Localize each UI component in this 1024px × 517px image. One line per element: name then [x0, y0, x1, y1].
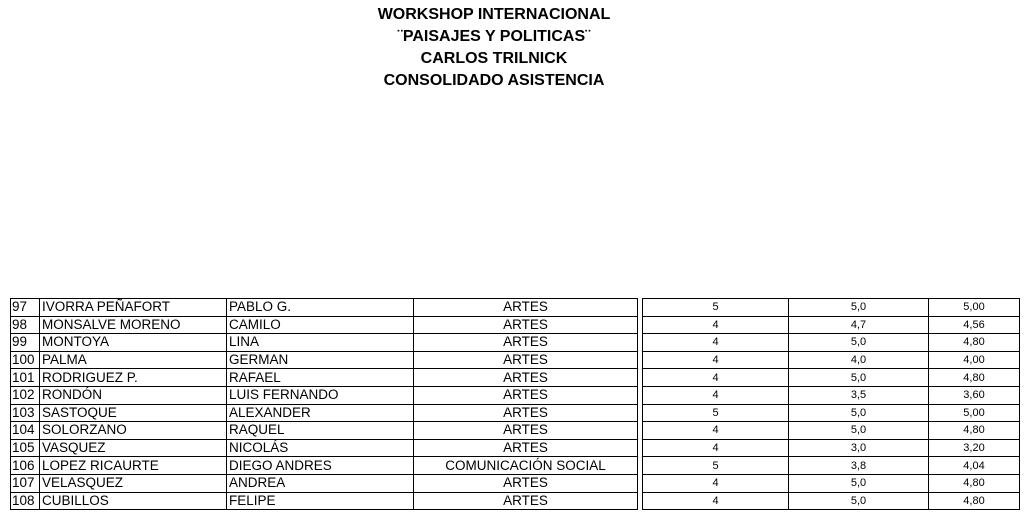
program-cell: ARTES: [414, 404, 638, 422]
attendance-count-cell: 4: [643, 334, 789, 352]
row-number: 106: [11, 457, 40, 475]
surname-cell: RONDÓN: [40, 386, 227, 404]
surname-cell: IVORRA PEÑAFORT: [40, 299, 227, 317]
row-number: 104: [11, 422, 40, 440]
grade-cell: 3,8: [789, 457, 929, 475]
program-cell: ARTES: [414, 351, 638, 369]
grade-cell: 5,0: [789, 474, 929, 492]
grade-cell: 5,0: [789, 492, 929, 510]
first-name-cell: PABLO G.: [227, 299, 414, 317]
final-score-cell: 5,00: [929, 404, 1020, 422]
row-number: 102: [11, 386, 40, 404]
surname-cell: SASTOQUE: [40, 404, 227, 422]
final-score-cell: 4,56: [929, 316, 1020, 334]
final-score-cell: 4,80: [929, 474, 1020, 492]
row-number: 108: [11, 492, 40, 510]
attendance-count-cell: 4: [643, 386, 789, 404]
row-number: 101: [11, 369, 40, 387]
table-row: [11, 334, 1020, 352]
attendance-count-cell: 4: [643, 369, 789, 387]
attendance-count-cell: 4: [643, 351, 789, 369]
grade-cell: 5,0: [789, 422, 929, 440]
first-name-cell: RAQUEL: [227, 422, 414, 440]
table-row: [11, 492, 1020, 510]
table-row: [11, 351, 1020, 369]
final-score-cell: 5,00: [929, 299, 1020, 317]
table-row: [11, 386, 1020, 404]
attendance-count-cell: 4: [643, 422, 789, 440]
first-name-cell: DIEGO ANDRES: [227, 457, 414, 475]
final-score-cell: 4,80: [929, 369, 1020, 387]
attendance-count-cell: 5: [643, 404, 789, 422]
table-row: [11, 404, 1020, 422]
attendance-count-cell: 5: [643, 299, 789, 317]
title-line-3: CARLOS TRILNICK: [420, 50, 568, 67]
row-number: 105: [11, 439, 40, 457]
final-score-cell: 3,20: [929, 439, 1020, 457]
surname-cell: LOPEZ RICAURTE: [40, 457, 227, 475]
surname-cell: PALMA: [40, 351, 227, 369]
table-row: [11, 439, 1020, 457]
row-number: 98: [11, 316, 40, 334]
row-number: 100: [11, 351, 40, 369]
final-score-cell: 4,80: [929, 422, 1020, 440]
attendance-table: [10, 298, 1020, 510]
table-row: [11, 474, 1020, 492]
title-line-2: ¨PAISAJES Y POLITICAS¨: [397, 28, 591, 45]
first-name-cell: ALEXANDER: [227, 404, 414, 422]
attendance-count-cell: 5: [643, 457, 789, 475]
surname-cell: VASQUEZ: [40, 439, 227, 457]
surname-cell: MONTOYA: [40, 334, 227, 352]
grade-cell: 5,0: [789, 299, 929, 317]
title-line-4: CONSOLIDADO ASISTENCIA: [383, 72, 605, 89]
table-row: [11, 422, 1020, 440]
table-row: [11, 369, 1020, 387]
first-name-cell: NICOLÁS: [227, 439, 414, 457]
first-name-cell: CAMILO: [227, 316, 414, 334]
first-name-cell: GERMAN: [227, 351, 414, 369]
program-cell: ARTES: [414, 334, 638, 352]
program-cell: ARTES: [414, 386, 638, 404]
final-score-cell: 4,04: [929, 457, 1020, 475]
final-score-cell: 4,00: [929, 351, 1020, 369]
report-title: [0, 4, 988, 92]
program-cell: ARTES: [414, 474, 638, 492]
surname-cell: SOLORZANO: [40, 422, 227, 440]
program-cell: ARTES: [414, 439, 638, 457]
row-number: 107: [11, 474, 40, 492]
first-name-cell: LINA: [227, 334, 414, 352]
grade-cell: 3,5: [789, 386, 929, 404]
grade-cell: 4,0: [789, 351, 929, 369]
grade-cell: 4,7: [789, 316, 929, 334]
row-number: 97: [11, 299, 40, 317]
row-number: 99: [11, 334, 40, 352]
surname-cell: RODRIGUEZ P.: [40, 369, 227, 387]
final-score-cell: 3,60: [929, 386, 1020, 404]
first-name-cell: LUIS FERNANDO: [227, 386, 414, 404]
surname-cell: VELASQUEZ: [40, 474, 227, 492]
table-row: [11, 457, 1020, 475]
final-score-cell: 4,80: [929, 492, 1020, 510]
table-row: [11, 299, 1020, 317]
program-cell: ARTES: [414, 299, 638, 317]
final-score-cell: 4,80: [929, 334, 1020, 352]
attendance-count-cell: 4: [643, 492, 789, 510]
table-row: [11, 316, 1020, 334]
row-number: 103: [11, 404, 40, 422]
program-cell: ARTES: [414, 316, 638, 334]
program-cell: ARTES: [414, 492, 638, 510]
program-cell: ARTES: [414, 369, 638, 387]
attendance-count-cell: 4: [643, 474, 789, 492]
surname-cell: MONSALVE MORENO: [40, 316, 227, 334]
attendance-count-cell: 4: [643, 316, 789, 334]
title-line-1: WORKSHOP INTERNACIONAL: [377, 6, 611, 23]
first-name-cell: ANDREA: [227, 474, 414, 492]
first-name-cell: FELIPE: [227, 492, 414, 510]
surname-cell: CUBILLOS: [40, 492, 227, 510]
grade-cell: 5,0: [789, 369, 929, 387]
grade-cell: 5,0: [789, 334, 929, 352]
grade-cell: 5,0: [789, 404, 929, 422]
program-cell: COMUNICACIÓN SOCIAL: [414, 457, 638, 475]
attendance-count-cell: 4: [643, 439, 789, 457]
program-cell: ARTES: [414, 422, 638, 440]
first-name-cell: RAFAEL: [227, 369, 414, 387]
grade-cell: 3,0: [789, 439, 929, 457]
